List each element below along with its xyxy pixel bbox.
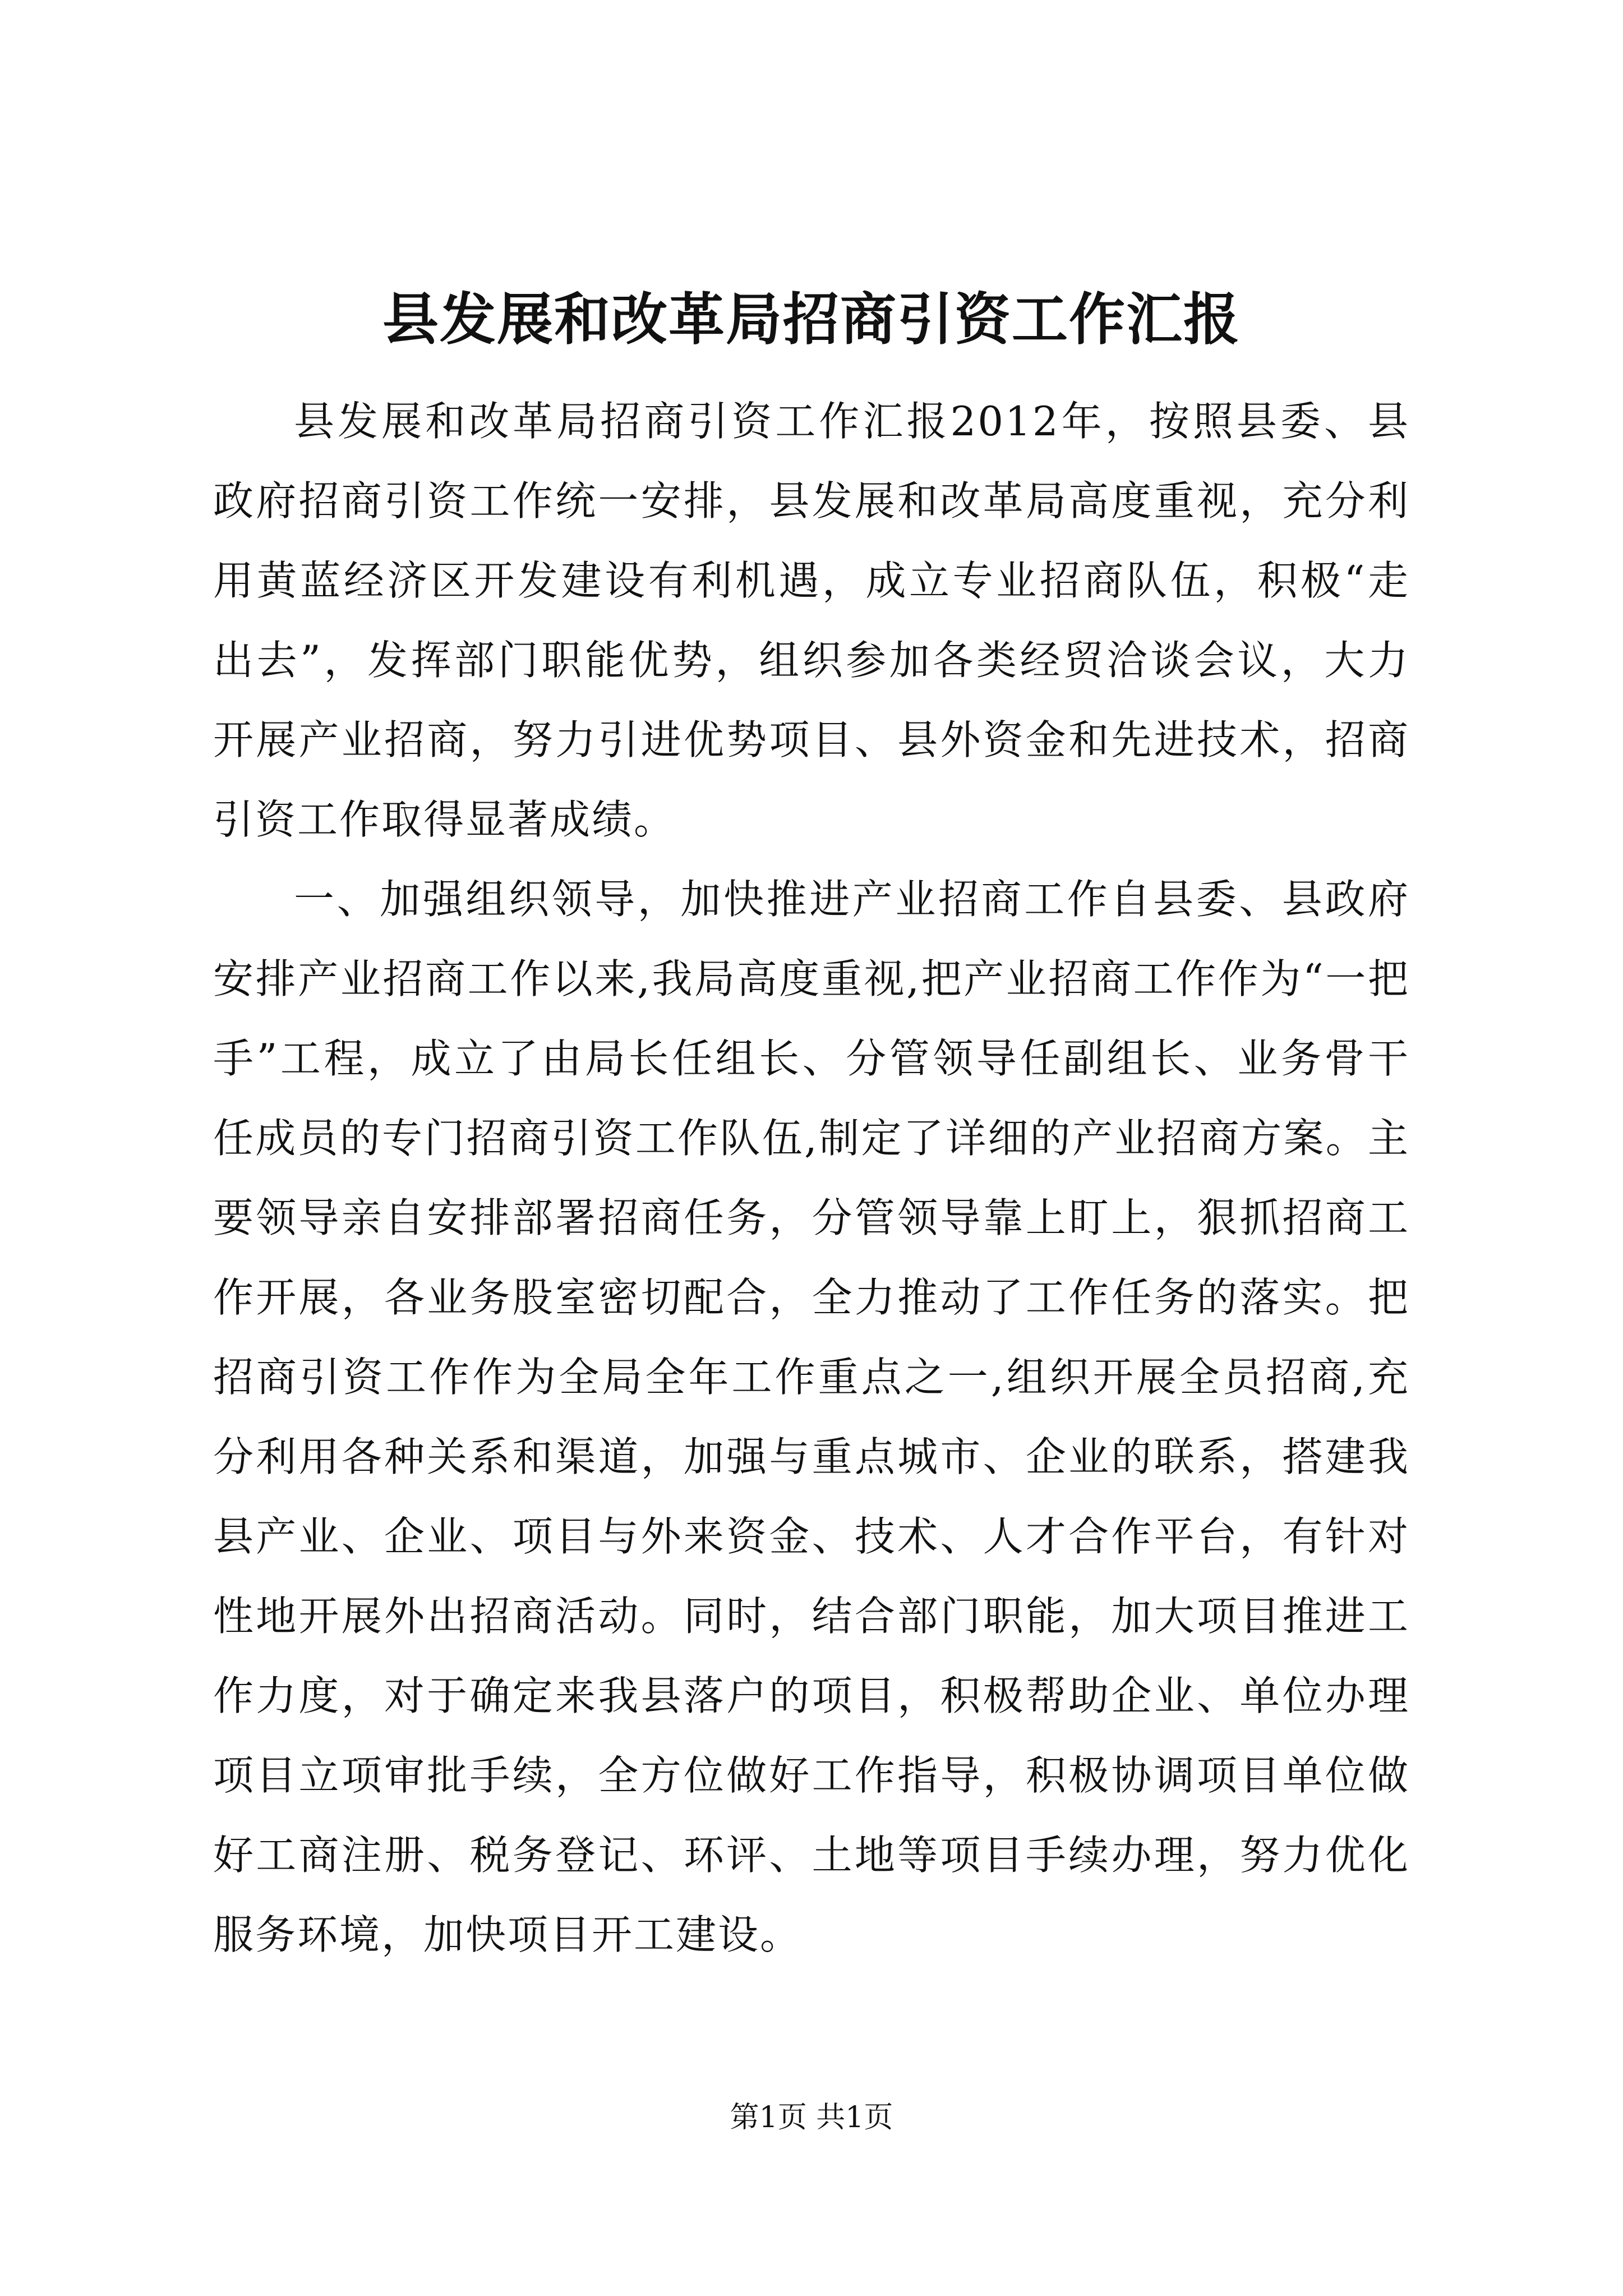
- document-title: 县发展和改革局招商引资工作汇报: [382, 287, 1241, 352]
- paragraph-section-one: 一、加强组织领导，加快推进产业招商工作自县委、县政府安排产业招商工作以来,我局高度重视,把产业招商工作作为“一把手”工程，成立了由局长任组长、分管领导任副组长、业务骨干任成员的专门招商引资工作队伍,制定了详细的产业招商方案。主要领导亲自安排部署招商任务，分管领导靠上盯上，狠抓招商工作开展，各业务股室密切配合，全力推动了工作任务的落实。把招商引资工作作为全局全年工作重点之一,组织开展全员招商,充分利用各种关系和渠道，加强与重点城市、企业的联系，搭建我县产业、企业、项目与外来资金、技术、人才合作平台，有针对性地开展外出招商活动。同时，结合部门职能，加大项目推进工作力度，对于确定来我县落户的项目，积极帮助企业、单位办理项目立项审批手续，全方位做好工作指导，积极协调项目单位做好工商注册、税务登记、环评、土地等项目手续办理，努力优化服务环境，加快项目开工建设。: [213, 876, 1410, 1958]
- page-footer: 第1页 共1页: [730, 2101, 893, 2134]
- document-body: [213, 381, 1410, 1975]
- paragraph-intro: 县发展和改革局招商引资工作汇报2012年，按照县委、县政府招商引资工作统一安排，县发展和改革局高度重视，充分利用黄蓝经济区开发建设有利机遇，成立专业招商队伍，积极“走出去”，发挥部门职能优势，组织参加各类经贸洽谈会议，大力开展产业招商，努力引进优势项目、县外资金和先进技术，招商引资工作取得显著成绩。: [213, 398, 1410, 843]
